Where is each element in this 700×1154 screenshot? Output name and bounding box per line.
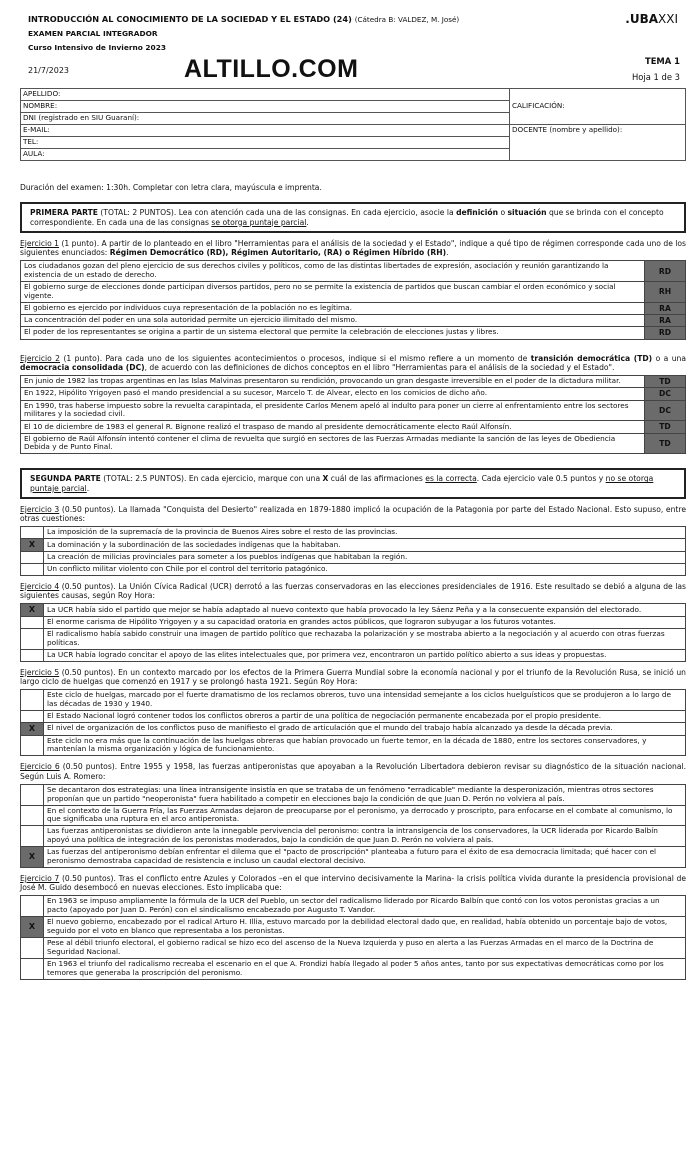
ex4-intro: (0.50 puntos). La Unión Cívica Radical (UCR) derrotó a las fuerzas conservadoras en las elecciones presidenciales de 1916. Este resultado se debió a alguna de las siguientes causas, según Roy Hora: [20,581,686,601]
ex2-statement: En 1990, tras haberse impuesto sobre la revuelta carapintada, el presidente Carlos Menem apeló al indulto para poner un cierre al enfrentamiento entre los sectores militares y la sociedad civil. [21,400,645,421]
table-row [21,527,686,539]
ex1-bold: Régimen Democrático (RD), Régimen Autoritario, (RA) o Régimen Híbrido (RH) [109,248,447,257]
table-row [21,938,686,959]
ex2-intro: (1 punto). Para cada uno de los siguientes acontecimientos o procesos, indique si el mismo refiere a un momento de [60,353,531,363]
ex2-end: , de acuerdo con las definiciones de dichos conceptos en el libro "Herramientas para el análisis de la sociedad y el Estado". [144,362,615,372]
nombre-field[interactable]: NOMBRE: [21,101,510,113]
table-row [21,958,686,979]
table-row [21,784,686,805]
apellido-field[interactable]: APELLIDO: [21,89,510,101]
ex5-mark[interactable] [21,710,44,722]
table-row [21,388,686,400]
ex3-option: La imposición de la supremacía de la provincia de Buenos Aires sobre el resto de las provincias. [44,527,686,539]
table-row [21,302,686,314]
ex3-mark[interactable]: X [21,539,44,552]
ex7-option: En 1963 se impuso ampliamente la fórmula de la UCR del Pueblo, un sector del radicalismo liderado por Ricardo Balbín que contó con los votos peronistas gracias a un pacto (apoyado por Juan D. Perón) con el sindicalismo encabezado por Augusto T. Vandor. [44,896,686,917]
ex4-label: Ejercicio 4 [20,581,60,591]
uba-logo-num: XXI [658,12,678,26]
part1-w2: situación [507,208,547,218]
table-row [21,805,686,826]
ex6-label: Ejercicio 6 [20,762,60,772]
email-field[interactable]: E-MAIL: [21,125,510,137]
ex7-prompt [20,874,686,893]
ex2-statement: En 1922, Hipólito Yrigoyen pasó el mando presidencial a su sucesor, Marcelo T. de Alvear, electo en los comicios de dicho año. [21,388,645,400]
table-row [21,628,686,649]
ex7-option: En 1963 el triunfo del radicalismo recreaba el escenario en el que A. Frondizi había llegado al poder 5 años antes, tanto por sus expectativas democráticas como por los temores que generaba la proscripción del peronismo. [44,958,686,979]
ex6-option: En el contexto de la Guerra Fría, las Fuerzas Armadas dejaron de preocuparse por el peronismo, ya derrocado y proscripto, para enfocarse en el combate al comunismo, lo que significaba una ruptura en el arco antiperonista. [44,805,686,826]
ex6-intro: (0.50 puntos). Entre 1955 y 1958, las fuerzas antiperonistas que apoyaban a la Revolución Libertadora debieron revisar su diagnóstico de la situación nacional. Según Luis A. Romero: [20,762,687,781]
ex2-statement: El 10 de diciembre de 1983 el general R. Bignone realizó el traspaso de mando al presidente democráticamente electo Raúl Alfonsín. [21,421,645,433]
ex2-answer[interactable]: TD [645,433,686,454]
exam-type: EXAMEN PARCIAL INTEGRADOR [28,29,158,38]
dni-field[interactable]: DNI (registrado en SIU Guaraní): [21,113,510,125]
ex3-prompt [20,505,686,524]
table-row [21,722,686,735]
ex2-answer[interactable]: DC [645,388,686,400]
table-row [21,710,686,722]
ex6-prompt [20,762,686,781]
part1-mid1: o [498,208,508,218]
ex1-table [20,260,686,339]
part2-title: SEGUNDA PARTE [30,474,101,484]
part2-a: (TOTAL: 2.5 PUNTOS). En cada ejercicio, marque con una [100,474,323,484]
table-row [21,826,686,847]
ex1-statement: El gobierno surge de elecciones donde participan diversos partidos, pero no se permite la existencia de partidos que buscan cambiar el orden económico y social vigente. [21,282,645,303]
ex3-table [20,526,686,575]
part2-b: cuál de las afirmaciones [328,474,426,484]
ex5-option: Este ciclo no era más que la continuación de las huelgas obreras que habían provocado un fuerte temor, en la década de 1880, entre los sectores conservadores, y mantenían la misma organización y lógica de funcionamiento. [44,735,686,756]
part1-box [20,202,686,233]
ex3-option: La creación de milicias provinciales para someter a los pueblos indígenas que habitaban la región. [44,552,686,564]
student-info-table [20,88,686,161]
table-row [21,617,686,629]
part1-title: PRIMERA PARTE [30,208,98,218]
ex2-prompt [20,354,686,373]
ex1-answer[interactable]: RH [645,282,686,303]
ex2-answer[interactable]: TD [645,376,686,388]
duration-note: Duración del examen: 1:30h. Completar con letra clara, mayúscula e imprenta. [20,183,322,192]
ex5-prompt [20,668,686,687]
ex6-mark[interactable]: X [21,847,44,868]
table-row [21,563,686,575]
ex5-mark[interactable] [21,690,44,711]
ex4-mark[interactable]: X [21,604,44,617]
part1-underline: se otorga puntaje parcial [211,217,307,227]
uba-logo-bold: .UBA [625,12,659,26]
ex2-statement: En junio de 1982 las tropas argentinas en las Islas Malvinas presentaron su rendición, provocando un gran desgaste irreversible en el poder de la dictadura militar. [21,376,645,388]
table-row [21,649,686,661]
ex5-option: El nivel de organización de los conflictos puso de manifiesto el grado de articulación que el mundo del trabajo había alcanzado ya desde la década previa. [44,722,686,735]
table-row [21,735,686,756]
ex1-answer[interactable]: RA [645,302,686,314]
table-row [21,552,686,564]
table-row [21,917,686,938]
ex1-statement: Los ciudadanos gozan del pleno ejercicio de sus derechos civiles y políticos, como de las distintas libertades de expresión, asociación y reunión garantizando la existencia de un estado de derecho. [21,261,645,282]
ex4-mark[interactable] [21,617,44,629]
ex1-label: Ejercicio 1 [20,238,60,248]
ex2-table [20,375,686,454]
ex1-prompt [20,239,686,258]
ex1-intro: (1 punto). A partir de lo planteado en el libro "Herramientas para el análisis de la sociedad y el Estado", indique a qué tipo de régimen corresponde cada uno de los siguientes enunciados: [20,238,687,257]
ex6-mark[interactable] [21,826,44,847]
ex1-answer[interactable]: RD [645,327,686,339]
ex4-prompt [20,582,686,601]
table-row [21,847,686,868]
ex5-option: El Estado Nacional logró contener todos los conflictos obreros a partir de una política de negociación permanente encabezada por el propio presidente. [44,710,686,722]
docente-field[interactable]: DOCENTE (nombre y apellido): [510,125,686,161]
ex6-table [20,784,686,868]
table-row [21,376,686,388]
course-title [28,14,459,25]
ex7-mark[interactable] [21,896,44,917]
exam-header [20,10,686,88]
ex2-answer[interactable]: TD [645,421,686,433]
part2-u2: no se otorga puntaje parcial [30,474,654,493]
page-count: Hoja 1 de 3 [632,72,680,82]
ex4-table [20,603,686,661]
table-row [21,400,686,421]
altillo-logo: ALTILLO.COM [184,55,359,83]
ex1-statement: El poder de los representantes se origina a partir de un sistema electoral que permite la celebración de elecciones justas y libres. [21,327,645,339]
ex5-mark[interactable]: X [21,722,44,735]
table-row [21,604,686,617]
part1-text-a: (TOTAL: 2 PUNTOS). Lea con atención cada una de las consignas. En cada ejercicio, asocie la [97,208,457,218]
ex7-table [20,895,686,979]
ex3-mark[interactable] [21,563,44,575]
ex4-option: La UCR había logrado concitar el apoyo de las elites intelectuales que, por primera vez, encontraron un partido político abierto a sus ideas y propuestas. [44,649,686,661]
table-row [21,421,686,433]
ex5-table [20,689,686,756]
ex6-option: Se decantaron dos estrategias: una línea intransigente insistía en que se trataba de un fenómeno "erradicable" mediante la desperonización, mientras otros sectores proponían que un partido "neoperonista" fuera habilitado a competir en elecciones bajo la condición de que Juan D. Perón no volviera al país. [44,784,686,805]
exam-date: 21/7/2023 [28,66,70,75]
ex3-mark[interactable] [21,552,44,564]
ex2-b1: transición democrática (TD) [530,353,653,363]
ex4-mark[interactable] [21,628,44,649]
ex2-mid: o a una [652,353,687,363]
ex3-label: Ejercicio 3 [20,504,60,514]
ex1-statement: La concentración del poder en una sola autoridad permite un ejercicio ilimitado del mismo. [21,315,645,327]
ex6-mark[interactable] [21,784,44,805]
ex7-option: Pese al débil triunfo electoral, el gobierno radical se hizo eco del ascenso de la Nueva Izquierda y puso en alerta a las Fuerzas Armadas en el marco de la Doctrina de Seguridad Nacional. [44,938,686,959]
ex6-option: Las fuerzas antiperonistas se dividieron ante la innegable pervivencia del peronismo: contra la intransigencia de los conservadores, la UCR liderada por Ricardo Balbín apoyó una política de integración de los peronistas moderados, bajo la condición de que Juan D. Perón no volviera al país. [44,826,686,847]
ex5-mark[interactable] [21,735,44,756]
table-row [21,282,686,303]
ex5-label: Ejercicio 5 [20,667,60,677]
part2-x: X [322,474,329,484]
ex7-intro: (0.50 puntos). Tras el conflicto entre Azules y Colorados –en el que intervino decisivamente la Marina- la crisis política vivida durante la presidencia provisional de José M. Guido desembocó en nuevas elecciones. Esto implicaba que: [20,873,687,893]
ex1-answer[interactable]: RA [645,315,686,327]
ex2-answer[interactable]: DC [645,400,686,421]
ex4-mark[interactable] [21,649,44,661]
ex4-option: El radicalismo había sabido construir una imagen de partido político que rechazaba la polarización y se mostraba abierto a la negociación y al acuerdo con otras fuerzas políticas. [44,628,686,649]
table-row [21,261,686,282]
calificacion-field[interactable]: CALIFICACIÓN: [510,89,686,125]
course-title-text: INTRODUCCIÓN AL CONOCIMIENTO DE LA SOCIEDAD Y EL ESTADO (24) [28,14,352,24]
ex2-statement: El gobierno de Raúl Alfonsín intentó contener el clima de revuelta que surgió en sectores de las Fuerzas Armadas mediante la sanción de las leyes de Obediencia Debida y de Punto Final. [21,433,645,454]
aula-field[interactable]: AULA: [21,149,510,161]
ex3-option: La dominación y la subordinación de las sociedades indígenas que la habitaban. [44,539,686,552]
ex3-mark[interactable] [21,527,44,539]
ex7-mark[interactable] [21,938,44,959]
ex4-option: El enorme carisma de Hipólito Yrigoyen y a su capacidad oratoria en grandes actos públicos, que lograron subyugar a los futuros votantes. [44,617,686,629]
part1-end: . [306,217,309,227]
ex5-option: Este ciclo de huelgas, marcado por el fuerte dramatismo de los reclamos obreros, tuvo una intensidad semejante a los ciclos huelguísticos que se produjeron a lo largo de las décadas de 1930 y 1940. [44,690,686,711]
part2-u1: es la correcta [425,474,477,484]
part1-w1: definición [456,208,499,218]
catedra: (Cátedra B: VALDEZ, M. José) [354,15,460,24]
ex4-option: La UCR había sido el partido que mejor se había adaptado al nuevo contexto que había provocado la ley Sáenz Peña y a la consecuente expansión del electorado. [44,604,686,617]
course-period: Curso Intensivo de Invierno 2023 [28,43,166,52]
ex6-option: Las fuerzas del antiperonismo debían enfrentar el dilema que el "pacto de proscripción" planteaba a futuro para el éxito de esa democracia limitada; qué hacer con el peronismo demostraba capacidad de resistencia e incluso un caudal electoral decisivo. [44,847,686,868]
part2-box [20,468,686,499]
tel-field[interactable]: TEL: [21,137,510,149]
table-row [21,539,686,552]
ex3-option: Un conflicto militar violento con Chile por el control del territorio patagónico. [44,563,686,575]
ex7-mark[interactable]: X [21,917,44,938]
tema-label: TEMA 1 [645,56,680,66]
table-row [21,327,686,339]
ex3-intro: (0.50 puntos). La llamada "Conquista del Desierto" realizada en 1879-1880 implicó la ocupación de la Patagonia por parte del Estado Nacional. Esto supuso, entre otras cuestiones: [20,504,686,524]
ex7-label: Ejercicio 7 [20,873,60,883]
ex1-end: . [446,248,449,257]
table-row [21,433,686,454]
ex2-label: Ejercicio 2 [20,353,61,363]
table-row [21,896,686,917]
part2-c: . Cada ejercicio vale 0.5 puntos y [476,474,606,484]
ex1-answer[interactable]: RD [645,261,686,282]
ex1-statement: El gobierno es ejercido por individuos cuya representación de la población no es legítima. [21,302,645,314]
ex6-mark[interactable] [21,805,44,826]
uba-logo [625,12,678,27]
table-row [21,690,686,711]
ex7-mark[interactable] [21,958,44,979]
part2-end: . [86,483,90,493]
part1-mid2: que se brinda con el concepto correspondiente. En cada una de las consignas [30,208,664,227]
ex7-option: El nuevo gobierno, encabezado por el radical Arturo H. Illia, estuvo marcado por la debilidad electoral dado que, en realidad, había obtenido un porcentaje bajo de votos, seguido por el voto en blanco que representaba a los peronistas. [44,917,686,938]
table-row [21,315,686,327]
ex5-intro: (0.50 puntos). En un contexto marcado por los efectos de la Primera Guerra Mundial sobre la economía nacional y por el triunfo de la Revolución Rusa, se inició un largo ciclo de huelgas que comenzó en 1917 y se prolongó hasta 1921. Según Roy Hora: [20,667,686,686]
ex2-b2: democracia consolidada (DC) [20,362,145,372]
